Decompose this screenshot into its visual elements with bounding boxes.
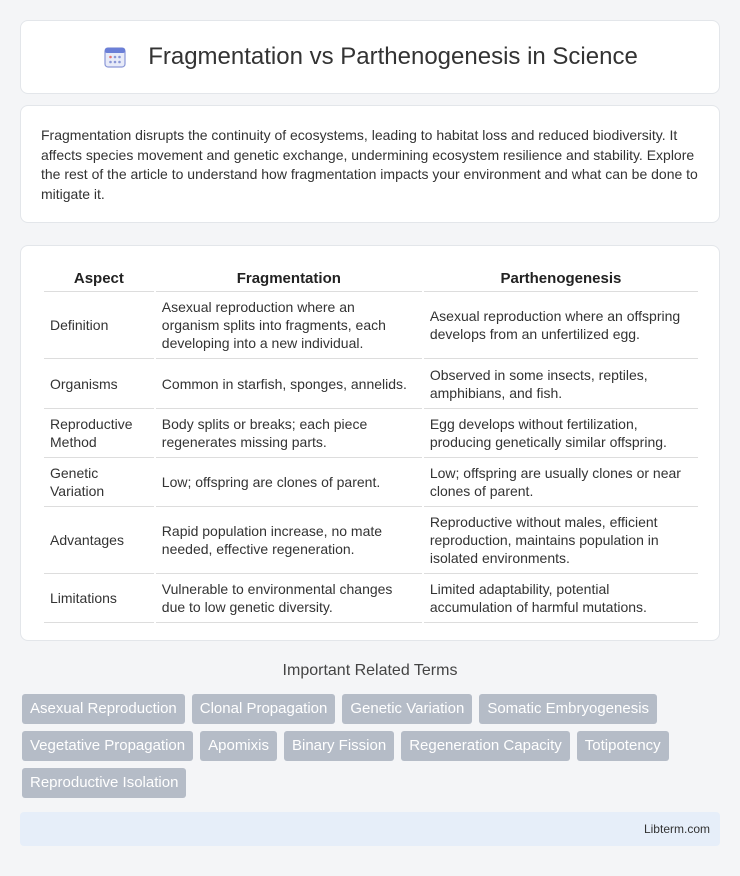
comparison-card: [20, 245, 720, 641]
table-cell: Definition: [44, 292, 154, 359]
table-cell: Common in starfish, sponges, annelids.: [156, 359, 422, 409]
table-cell: Limited adaptability, potential accumulation of harmful mutations.: [424, 574, 698, 623]
table-cell: Vulnerable to environmental changes due to low genetic diversity.: [156, 574, 422, 623]
table-row: [44, 574, 698, 623]
tag-asexual-reproduction[interactable]: Asexual Reproduction: [22, 694, 185, 724]
column-header-fragmentation: Fragmentation: [156, 266, 422, 292]
intro-card: [20, 105, 720, 223]
footer-site-link[interactable]: Libterm.com: [643, 822, 710, 836]
table-cell: Organisms: [44, 359, 154, 409]
footer: [20, 812, 720, 846]
table-cell: Limitations: [44, 574, 154, 623]
table-cell: Low; offspring are clones of parent.: [156, 458, 422, 507]
table-cell: Advantages: [44, 507, 154, 574]
table-cell: Body splits or breaks; each piece regenerates missing parts.: [156, 409, 422, 458]
intro-paragraph: Fragmentation disrupts the continuity of ecosystems, leading to habitat loss and reduced biodiversity. It affects species movement and genetic exchange, undermining ecosystem resilience and stability. Explore the rest of the article to understand how fragmentation impacts your environment and what can be done to mitigate it.: [41, 127, 698, 202]
tag-regeneration-capacity[interactable]: Regeneration Capacity: [401, 731, 570, 761]
table-cell: Observed in some insects, reptiles, amphibians, and fish.: [424, 359, 698, 409]
table-row: [44, 458, 698, 507]
table-cell: Asexual reproduction where an organism splits into fragments, each developing into a new individual.: [156, 292, 422, 359]
table-cell: Low; offspring are usually clones or near clones of parent.: [424, 458, 698, 507]
related-terms-title: Important Related Terms: [282, 662, 458, 679]
tag-vegetative-propagation[interactable]: Vegetative Propagation: [22, 731, 193, 761]
related-terms-list: [22, 694, 722, 798]
title-card: [20, 20, 720, 94]
table-cell: Reproductive Method: [44, 409, 154, 458]
column-header-aspect: Aspect: [44, 266, 154, 292]
tag-binary-fission[interactable]: Binary Fission: [284, 731, 394, 761]
table-cell: Rapid population increase, no mate needed, effective regeneration.: [156, 507, 422, 574]
table-row: [44, 409, 698, 458]
table-row: [44, 359, 698, 409]
table-row: [44, 292, 698, 359]
table-cell: Reproductive without males, efficient reproduction, maintains population in isolated environments.: [424, 507, 698, 574]
tag-totipotency[interactable]: Totipotency: [577, 731, 669, 761]
tag-genetic-variation[interactable]: Genetic Variation: [342, 694, 472, 724]
table-cell: Egg develops without fertilization, producing genetically similar offspring.: [424, 409, 698, 458]
calendar-icon: [102, 44, 128, 70]
tag-clonal-propagation[interactable]: Clonal Propagation: [192, 694, 336, 724]
table-cell: Asexual reproduction where an offspring develops from an unfertilized egg.: [424, 292, 698, 359]
tag-apomixis[interactable]: Apomixis: [200, 731, 277, 761]
comparison-table: [42, 266, 700, 623]
page-title: Fragmentation vs Parthenogenesis in Science: [148, 43, 638, 70]
tag-reproductive-isolation[interactable]: Reproductive Isolation: [22, 768, 186, 798]
table-row: [44, 507, 698, 574]
table-cell: Genetic Variation: [44, 458, 154, 507]
tag-somatic-embryogenesis[interactable]: Somatic Embryogenesis: [479, 694, 657, 724]
column-header-parthenogenesis: Parthenogenesis: [424, 266, 698, 292]
table-header-row: [44, 266, 698, 292]
